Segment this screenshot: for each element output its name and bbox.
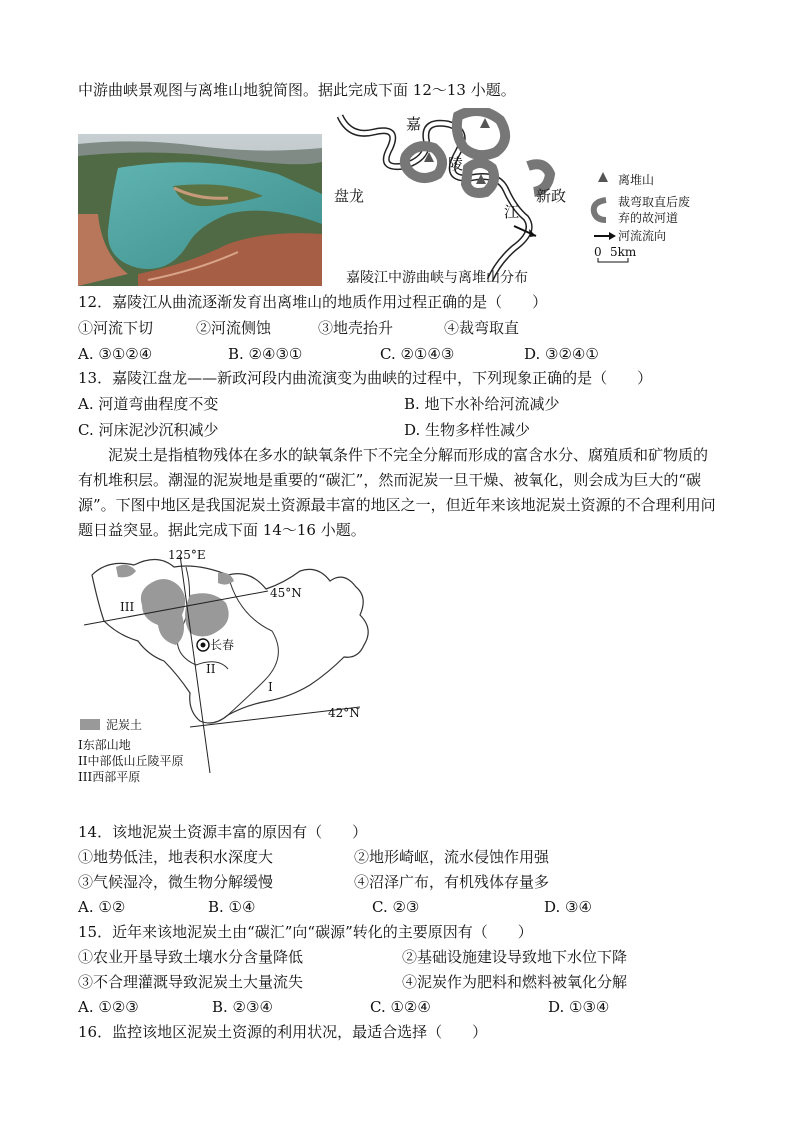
legend-flow-label: 河流流向 — [618, 229, 667, 243]
q16-stem: 16．监控该地区泥炭土资源的利用状况，最适合选择（ ） — [78, 1023, 488, 1041]
legend-lidui-label: 离堆山 — [618, 173, 655, 187]
q12-option-a[interactable]: A. ③①②④ — [78, 345, 153, 363]
q12-item-1: ①河流下切 — [78, 319, 154, 337]
latitude-45n-label: 45°N — [270, 586, 302, 600]
q14-option-a[interactable]: A. ①② — [78, 898, 126, 916]
longitude-125e-label: 125°E — [168, 548, 206, 562]
map1-title: 嘉陵江中游曲峡与离堆山分布 — [346, 270, 528, 286]
q15-option-b[interactable]: B. ②③④ — [212, 998, 273, 1016]
scale-zero: 0 — [594, 245, 602, 259]
city-changchun-label: 长春 — [210, 638, 235, 652]
river-char-3: 江 — [504, 203, 520, 221]
q14-item-4: ④沼泽广布，有机残体存量多 — [354, 873, 550, 891]
q13-option-b[interactable]: B. 地下水补给河流减少 — [404, 395, 560, 413]
place-panlong: 盘龙 — [334, 187, 365, 205]
intro-line: 中游曲峡景观图与离堆山地貌简图。据此完成下面 12～13 小题。 — [78, 81, 516, 99]
q14-option-c[interactable]: C. ②③ — [372, 898, 420, 916]
q15-item-3: ③不合理灌溉导致泥炭土大量流失 — [78, 973, 304, 991]
q13-option-c[interactable]: C. 河床泥沙沉积减少 — [78, 421, 219, 439]
q12-item-3: ③地壳抬升 — [318, 319, 394, 337]
scale-5km: 5km — [610, 245, 637, 259]
peat-passage — [78, 443, 718, 543]
legend-region-3: III西部平原 — [78, 770, 141, 784]
river-char-1: 嘉 — [406, 115, 422, 133]
region-1-label: I — [268, 680, 273, 694]
q12-item-4: ④裁弯取直 — [444, 319, 520, 337]
q13-option-a[interactable]: A. 河道弯曲程度不变 — [78, 395, 219, 413]
q14-option-b[interactable]: B. ①④ — [208, 898, 256, 916]
q13-option-d[interactable]: D. 生物多样性减少 — [404, 421, 531, 439]
q15-item-2: ②基础设施建设导致地下水位下降 — [402, 948, 628, 966]
jilin-peat-map — [78, 545, 428, 785]
q12-stem: 12．嘉陵江从曲流逐渐发育出离堆山的地质作用过程正确的是（ ） — [78, 293, 548, 311]
q12-option-c[interactable]: C. ②①④③ — [380, 345, 455, 363]
legend-peat-label: 泥炭土 — [106, 718, 143, 732]
q15-item-4: ④泥炭作为肥料和燃料被氧化分解 — [402, 973, 628, 991]
q15-stem: 15．近年来该地泥炭土由“碳汇”向“碳源”转化的主要原因有（ ） — [78, 923, 533, 941]
region-2-label: II — [206, 662, 216, 676]
q12-option-d[interactable]: D. ③②④① — [524, 345, 599, 363]
q13-stem: 13．嘉陵江盘龙——新政河段内曲流演变为曲峡的过程中，下列现象正确的是（ ） — [78, 369, 653, 387]
q14-option-d[interactable]: D. ③④ — [544, 898, 592, 916]
q15-option-d[interactable]: D. ①③④ — [548, 998, 610, 1016]
q12-option-b[interactable]: B. ②④③① — [228, 345, 303, 363]
peat-passage-text: 泥炭土是指植物残体在多水的缺氧条件下不完全分解而形成的富含水分、腐殖质和矿物质的有机堆积层。潮湿的泥炭地是重要的“碳汇”，然而泥炭一旦干燥、被氧化，则会成为巨大的“碳源”。下图中地区是我国泥炭土资源最丰富的地区之一，但近年来该地泥炭土资源的不合理利用问题日益突显。据此完成下面 14～16 小题。 — [78, 446, 716, 539]
legend-region-1: I东部山地 — [78, 738, 131, 752]
q15-option-c[interactable]: C. ①②④ — [370, 998, 431, 1016]
region-3-label: III — [120, 600, 135, 614]
latitude-42n-label: 42°N — [328, 706, 360, 720]
q14-stem: 14．该地泥炭土资源丰富的原因有（ ） — [78, 823, 368, 841]
jialing-river-meander-map — [330, 108, 710, 290]
q15-item-1: ①农业开垦导致土壤水分含量降低 — [78, 948, 304, 966]
legend-region-2: II中部低山丘陵平原 — [78, 754, 184, 768]
canyon-landscape-photo — [78, 134, 322, 286]
q14-item-2: ②地形崎岖，流水侵蚀作用强 — [354, 848, 550, 866]
q14-item-3: ③气候湿冷，微生物分解缓慢 — [78, 873, 274, 891]
legend-old-channel-label-2: 弃的故河道 — [618, 211, 679, 225]
place-xinzheng: 新政 — [536, 187, 567, 205]
q14-item-1: ①地势低洼，地表积水深度大 — [78, 848, 274, 866]
q15-option-a[interactable]: A. ①②③ — [78, 998, 139, 1016]
legend-old-channel-label-1: 裁弯取直后废 — [618, 195, 691, 209]
river-char-2: 陵 — [448, 155, 464, 173]
q12-item-2: ②河流侧蚀 — [196, 319, 272, 337]
